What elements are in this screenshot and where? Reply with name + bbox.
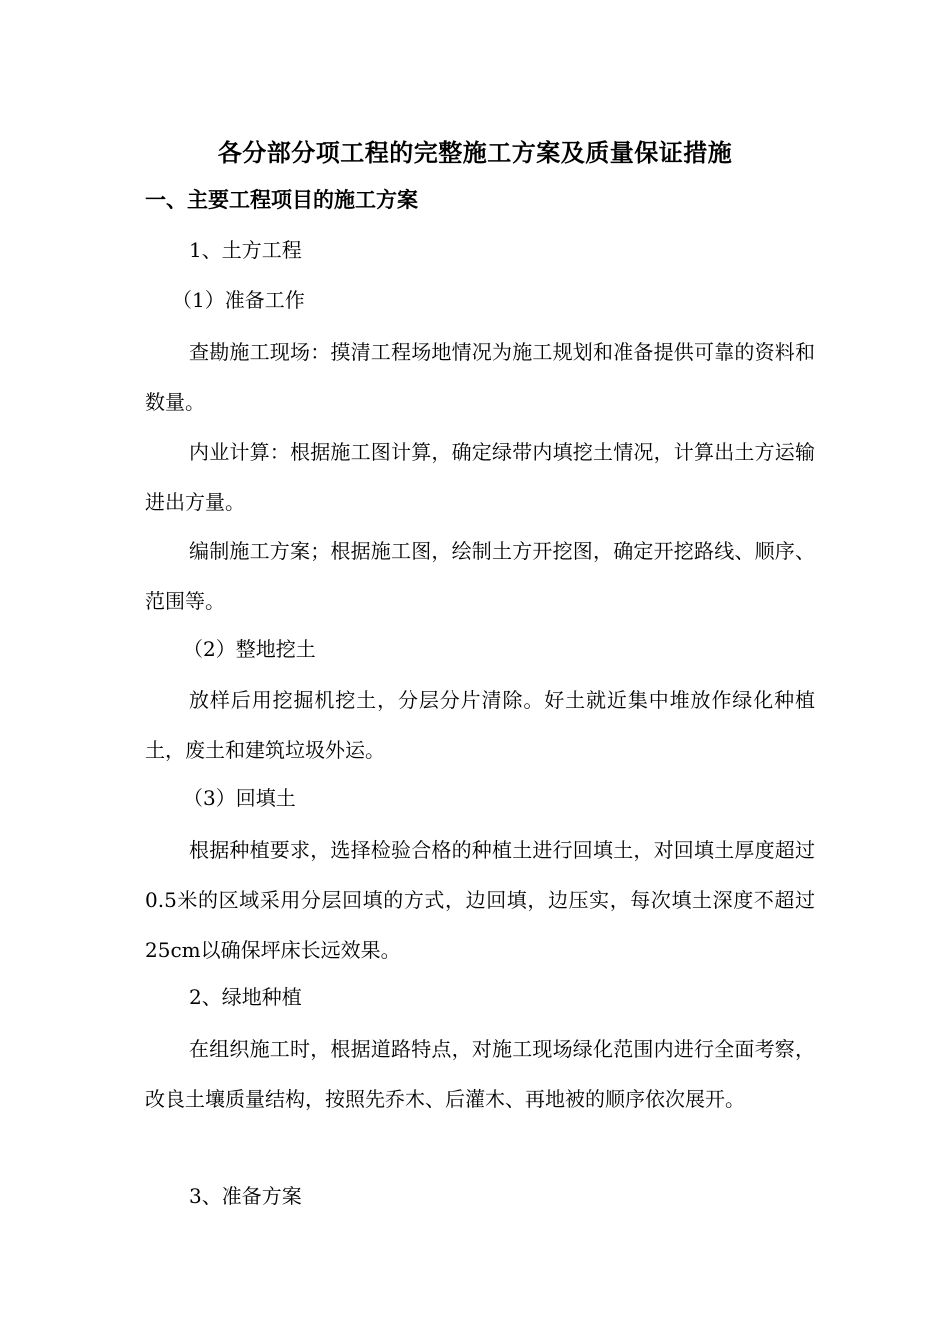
section-heading-main-projects: 一、主要工程项目的施工方案 <box>145 187 418 212</box>
subheading-earthwork: 1、土方工程 <box>189 238 302 262</box>
paragraph-office-calculation: 内业计算：根据施工图计算，确定绿带内填挖土情况，计算出土方运输进出方量。 <box>145 440 815 514</box>
document-title: 各分部分项工程的完整施工方案及质量保证措施 <box>217 138 733 167</box>
subheading-preparation: （1）准备工作 <box>172 288 305 312</box>
paragraph-green-planting: 在组织施工时，根据道路特点，对施工现场绿化范围内进行全面考察，改良土壤质量结构，按照先乔木、后灌木、再地被的顺序依次展开。 <box>145 1037 815 1111</box>
paragraph-excavation: 放样后用挖掘机挖土，分层分片清除。好土就近集中堆放作绿化种植土，废土和建筑垃圾外运。 <box>145 688 815 762</box>
subheading-backfill: （3）回填土 <box>183 786 296 810</box>
subheading-excavation: （2）整地挖土 <box>183 637 316 661</box>
subheading-preparation-plan: 3、准备方案 <box>189 1184 302 1208</box>
paragraph-backfill: 根据种植要求，选择检验合格的种植土进行回填土，对回填土厚度超过0.5米的区域采用分层回填的方式，边回填，边压实，每次填土深度不超过25cm以确保坪床长远效果。 <box>145 838 815 962</box>
subheading-green-planting: 2、绿地种植 <box>189 985 302 1009</box>
paragraph-construction-plan: 编制施工方案；根据施工图，绘制土方开挖图，确定开挖路线、顺序、范围等。 <box>145 539 815 613</box>
paragraph-site-survey: 查勘施工现场：摸清工程场地情况为施工规划和准备提供可靠的资料和数量。 <box>145 340 815 414</box>
